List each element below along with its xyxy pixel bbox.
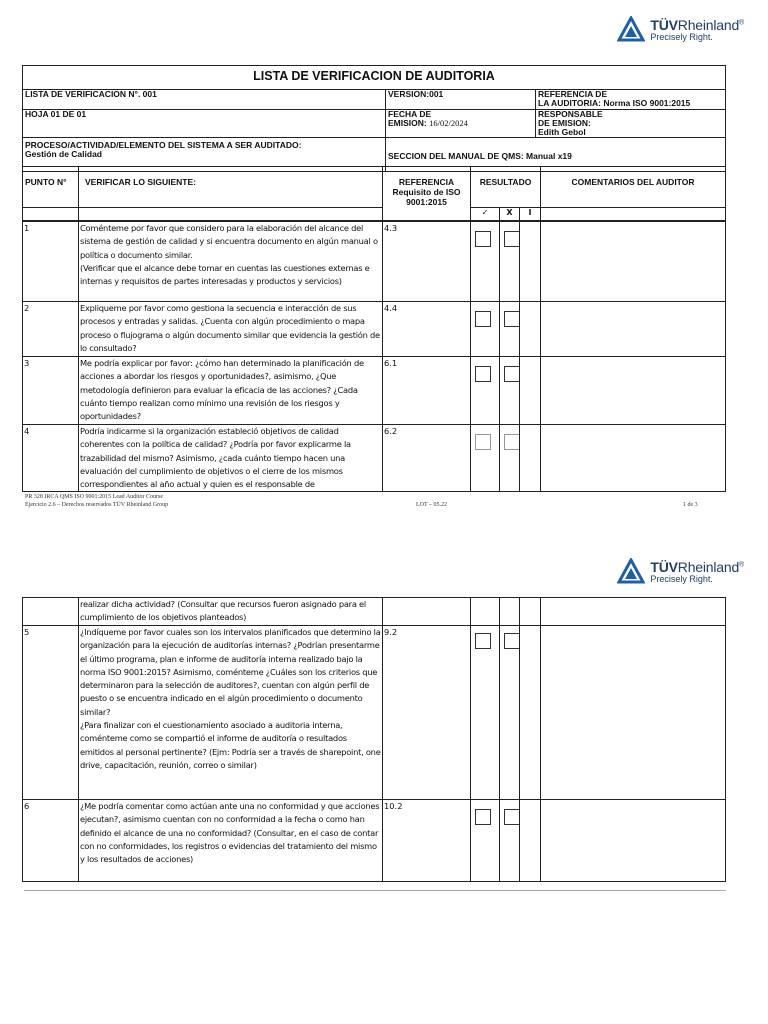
- auditor-comment-cell[interactable]: [541, 302, 726, 357]
- audit-reference: REFERENCIA DE LA AUDITORIA: Norma ISO 9001:2015: [536, 90, 726, 110]
- question-text: realizar dicha actividad? (Consultar que recursos fueron asignado para el cumplimiento de los objetivos planteados): [79, 598, 383, 626]
- mark-check: ✓: [471, 208, 500, 221]
- question-text: Podría indicarme si la organización estableció objetivos de calidad coherentes con la política de calidad? ¿Podría por favor explicarme la trazabilidad del mismo? Asimismo, ¿cada cuánto tiempo hacen una evaluación del cumplimiento de objetivos o el cierre de los mismos correspondientes al año actual y quien es el responsable de: [79, 425, 383, 492]
- footer-rights: Ejercicio 2.6 – Derechos reservados TÜV Rheinland Group: [25, 502, 169, 508]
- triangle-logo-icon: [617, 558, 645, 584]
- table-row: 3 Me podría explicar por favor: ¿cómo han determinado la planificación de acciones a abordar los riesgos y oportunidades?, asimismo, ¿Que metodología definieron para evaluar la eficacia de las acciones? ¿Cada cuánto tiempo realizan como mínimo una revisión de los riesgos y oportunidades? 6.1: [23, 357, 726, 425]
- brand-tagline: Precisely Right.: [650, 31, 713, 42]
- col-comentarios: COMENTARIOS DEL AUDITOR: [541, 167, 726, 208]
- mark-i: I: [520, 208, 541, 221]
- result-conforme-checkbox[interactable]: [475, 633, 491, 649]
- col-referencia: REFERENCIA Requisito de ISO 9001:2015: [383, 167, 471, 221]
- auditor-comment-cell[interactable]: [541, 598, 726, 626]
- result-conforme-checkbox[interactable]: [475, 809, 491, 825]
- col-punto: PUNTO N°: [23, 167, 79, 208]
- auditor-comment-cell[interactable]: [541, 357, 726, 425]
- result-conforme-checkbox[interactable]: [475, 366, 491, 382]
- proceso-value: Gestión de Calidad: [25, 149, 102, 159]
- audit-header-table: [22, 65, 726, 172]
- checklist-table-page-2: [22, 597, 726, 882]
- brand-name: TÜVRheinland®: [650, 16, 744, 33]
- result-noconforme-checkbox[interactable]: [504, 434, 520, 450]
- version: VERSION:001: [386, 90, 536, 110]
- table-row: 6 ¿Me podría comentar como actúan ante una no conformidad y que acciones ejecutan?, asimismo cuentan con no conformidad a la fecha o como han definido el alcance de una no conformidad? (Consultar, en el caso de contar con no conformidades, los registros o evidencias del tratamiento del mismo y los resultados de acciones) 10.2: [23, 800, 726, 882]
- triangle-logo-icon: [617, 16, 645, 42]
- responsable-value: Edith Gebol: [538, 127, 586, 137]
- checklist-table-page-1: [22, 221, 726, 492]
- column-header-table: [22, 166, 726, 221]
- responsable-emision: RESPONSABLE DE EMISION: Edith Gebol: [536, 110, 726, 138]
- hoja: HOJA 01 DE 01: [23, 110, 386, 138]
- result-noconforme-checkbox[interactable]: [504, 366, 520, 382]
- result-conforme-checkbox[interactable]: [475, 311, 491, 327]
- auditor-comment-cell[interactable]: [541, 800, 726, 882]
- footer-course: PR 328 IRCA QMS ISO 9001:2015 Lead Auditor Course: [25, 494, 164, 500]
- question-text: Expliqueme por favor como gestiona la secuencia e interacción de sus procesos y entradas y salidas. ¿Cuenta con algún procedimiento o mapa proceso o flujograma o algún documento similar que evidencia la gestión de lo consultado?: [79, 302, 383, 357]
- result-noconforme-checkbox[interactable]: [504, 311, 520, 327]
- footer-lot: LOT – 05.22: [416, 502, 448, 508]
- question-text: ¿Indíqueme por favor cuales son los intervalos planificados que determino la organización para la ejecución de auditorías internas? ¿Podrían presentarme el último programa, plan e informe de auditoría interna realizado bajo la norma ISO 9001:2015? Asimismo, coménteme ¿Cuáles son los criterios que determinaron para la selección de auditores?, cuentan con algún perfil de puesto o se encuentra indicado en el algún procedimiento o documento similar? ¿Para finalizar con el cuestionamiento asociado a auditoria interna, coménteme como se compartió el informe de auditoría o resultados emitidos al personal pertinente? (Ejm: Podría ser a través de sharepoint, one drive, capacitación, reunión, correo o similar): [79, 626, 383, 800]
- fecha-value: 16/02/2024: [429, 118, 468, 128]
- page-divider: [24, 890, 726, 891]
- auditor-comment-cell[interactable]: [541, 626, 726, 800]
- lista-number: LISTA DE VERIFICACION N°. 001: [23, 90, 386, 110]
- table-row: 1 Coménteme por favor que considero para la elaboración del alcance del sistema de gestión de calidad y si encuentra documento en algún manual o política o documento similar. (Verificar que el alcance debe tomar en cuentas las cuestiones externas e internas y requisitos de partes interesadas y productos y servicios) 4.3: [23, 222, 726, 302]
- table-row: 2 Expliqueme por favor como gestiona la secuencia e interacción de sus procesos y entradas y salidas. ¿Cuenta con algún procedimiento o mapa proceso o flujograma o algún documento similar que evidencia la gestión de lo consultado? 4.4: [23, 302, 726, 357]
- table-row: 4 Podría indicarme si la organización estableció objetivos de calidad coherentes con la política de calidad? ¿Podría por favor explicarme la trazabilidad del mismo? Asimismo, ¿cada cuánto tiempo hacen una evaluación del cumplimiento de objetivos o el cierre de los mismos correspondientes al año actual y quien es el responsable de 6.2: [23, 425, 726, 492]
- tuv-rheinland-logo: [617, 16, 744, 42]
- question-text: Me podría explicar por favor: ¿cómo han determinado la planificación de acciones a abordar los riesgos y oportunidades?, asimismo, ¿Que metodología definieron para evaluar la eficacia de las acciones? ¿Cada cuánto tiempo realizan como mínimo una revisión de los riesgos y oportunidades?: [79, 357, 383, 425]
- col-resultado: RESULTADO: [471, 167, 541, 208]
- result-noconforme-checkbox[interactable]: [504, 633, 520, 649]
- col-verificar: VERIFICAR LO SIGUIENTE:: [79, 167, 383, 208]
- result-noconforme-checkbox[interactable]: [504, 809, 520, 825]
- result-conforme-checkbox[interactable]: [475, 434, 491, 450]
- question-text: ¿Me podría comentar como actúan ante una no conformidad y que acciones ejecutan?, asimismo cuentan con no conformidad a la fecha o como han definido el alcance de una no conformidad? (Consultar, en el caso de contar con no conformidades, los registros o evidencias del tratamiento del mismo y los resultados de acciones): [79, 800, 383, 882]
- mark-x: X: [500, 208, 520, 221]
- result-conforme-checkbox[interactable]: [475, 231, 491, 247]
- table-row: 5 ¿Indíqueme por favor cuales son los intervalos planificados que determino la organización para la ejecución de auditorías internas? ¿Podrían presentarme el último programa, plan e informe de auditoría interna realizado bajo la norma ISO 9001:2015? Asimismo, coménteme ¿Cuáles son los criterios que determinaron para la selección de auditores?, cuentan con algún perfil de puesto o se encuentra indicado en el algún procedimiento o documento similar? ¿Para finalizar con el cuestionamiento asociado a auditoria interna, coménteme como se compartió el informe de auditoría o resultados emitidos al personal pertinente? (Ejm: Podría ser a través de sharepoint, one drive, capacitación, reunión, correo o similar) 9.2: [23, 626, 726, 800]
- seccion-manual: SECCION DEL MANUAL DE QMS: Manual x19: [386, 138, 726, 172]
- brand-name: TÜVRheinland®: [650, 558, 744, 575]
- fecha-emision: FECHA DE EMISION: 16/02/2024: [386, 110, 536, 138]
- table-row: [23, 598, 726, 626]
- question-text: Coménteme por favor que considero para la elaboración del alcance del sistema de gestión de calidad y si encuentra documento en algún manual o política o documento similar. (Verificar que el alcance debe tomar en cuentas las cuestiones externas e internas y requisitos de partes interesadas y productos y servicios): [79, 222, 383, 302]
- document-title: LISTA DE VERIFICACION DE AUDITORIA: [23, 66, 726, 90]
- auditor-comment-cell[interactable]: [541, 222, 726, 302]
- brand-tagline: Precisely Right.: [650, 573, 713, 584]
- auditor-comment-cell[interactable]: [541, 425, 726, 492]
- result-noconforme-checkbox[interactable]: [504, 231, 520, 247]
- tuv-rheinland-logo: [617, 558, 744, 584]
- proceso-auditado: PROCESO/ACTIVIDAD/ELEMENTO DEL SISTEMA A SER AUDITADO: Gestión de Calidad: [23, 138, 386, 172]
- footer-page-number: 1 de 3: [683, 502, 698, 508]
